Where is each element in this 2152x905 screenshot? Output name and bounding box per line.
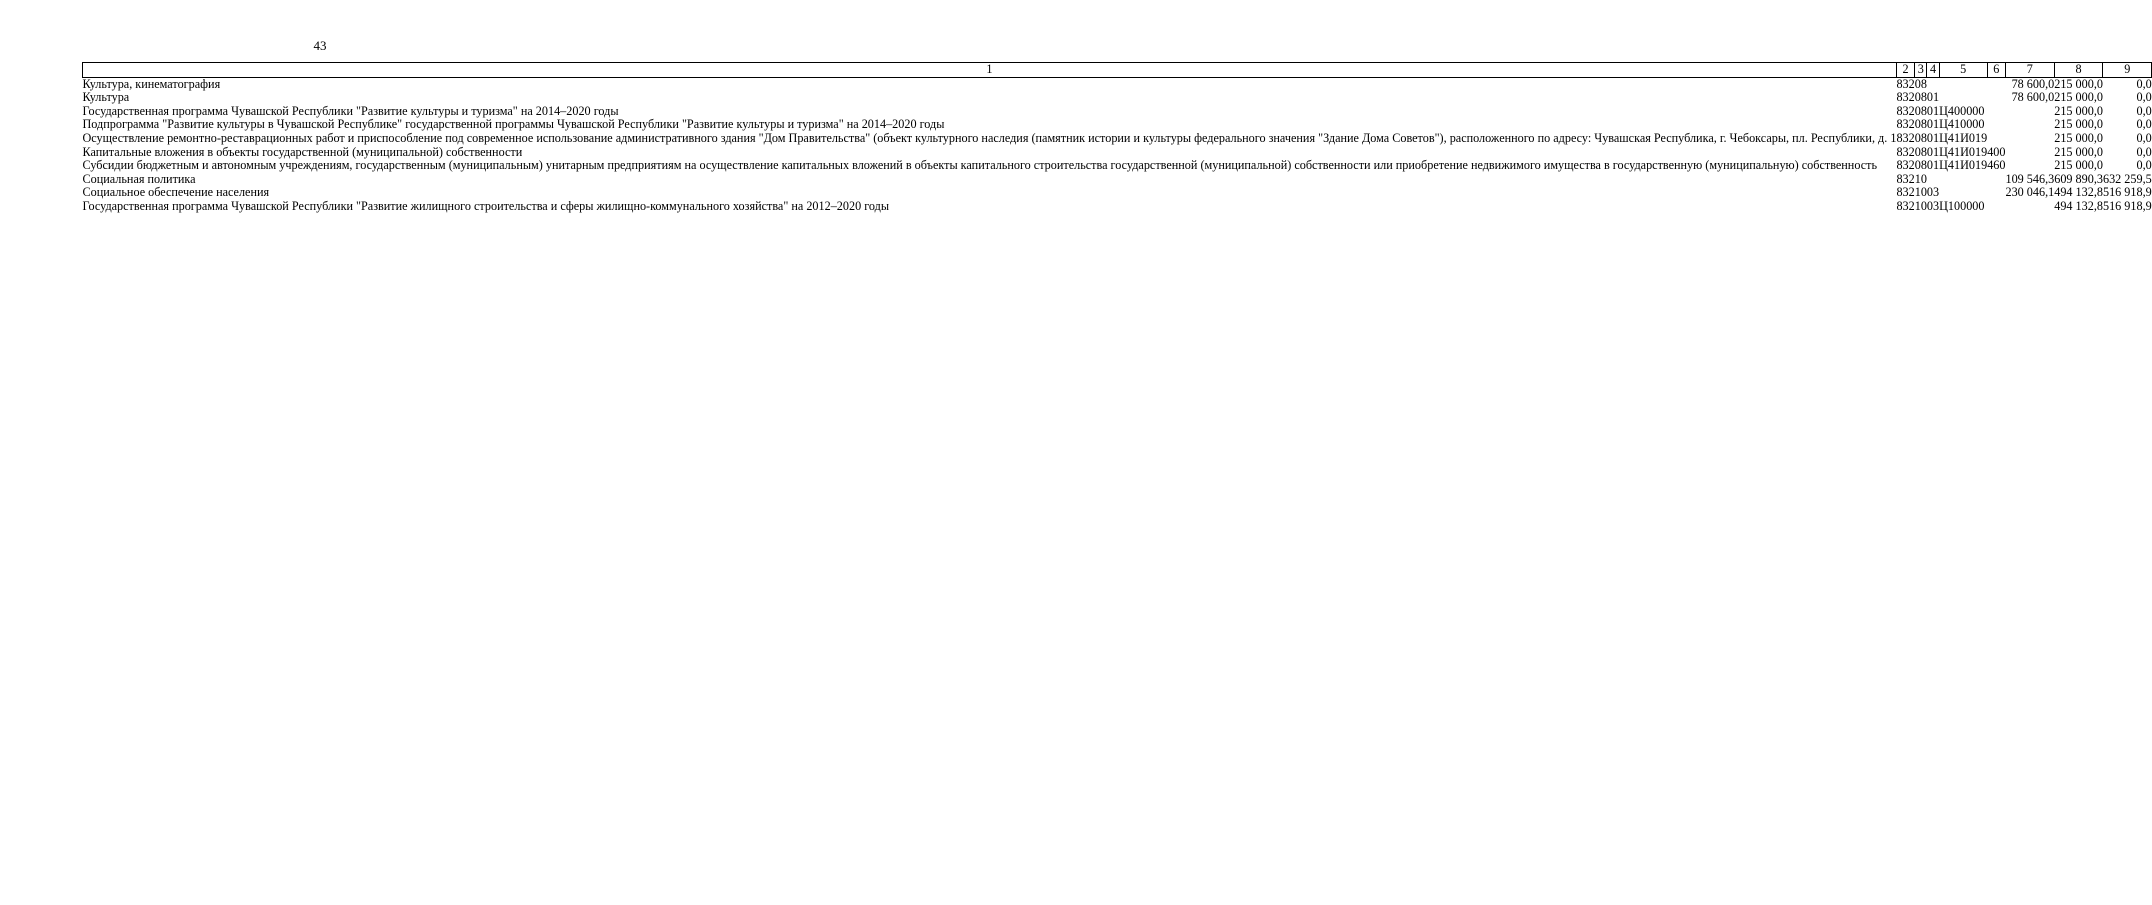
table-row [83,118,2152,132]
row-value-col8: 215 000,0 [2054,117,2103,132]
table-row [83,159,2152,173]
row-ministry-code: 832 [1896,171,1915,186]
row-value-col9: 0,0 [2136,130,2152,145]
page-number: 43 [313,38,327,53]
row-subsection-code [1927,173,1939,187]
row-value-col8: 494 132,8 [2054,198,2103,213]
table-row [83,146,2152,160]
row-section-code: 08 [1914,117,1927,132]
row-ministry-code: 832 [1896,130,1915,145]
column-header: 2 [1896,63,1914,78]
row-name: Государственная программа Чувашской Республики "Развитие культуры и туризма" на 2014–2020 годы [82,103,619,118]
row-section-code: 08 [1914,103,1927,118]
table-header-row [83,63,2152,78]
row-value-col9: 0,0 [2136,103,2152,118]
table-row [83,132,2152,146]
table-row [83,200,2152,214]
row-value-col9: 0,0 [2136,117,2152,132]
row-value-col7: 230 046,1 [2005,185,2055,200]
row-value-col8: 215 000,0 [2054,130,2103,145]
row-value-col7 [2005,146,2054,160]
row-target-code [1939,186,1987,200]
row-name: Культура, кинематография [82,76,221,91]
row-subsection-code: 03 [1926,198,1940,213]
row-subsection-code: 01 [1926,103,1940,118]
row-expense-type: 400 [1987,144,2006,159]
row-section-code: 10 [1914,171,1927,186]
row-value-col8: 215 000,0 [2054,103,2103,118]
row-value-col8: 609 890,3 [2054,171,2103,186]
row-value-col7 [2005,105,2054,119]
row-value-col7: 78 600,0 [2011,76,2055,91]
table-body [83,77,2152,213]
row-value-col7: 109 546,3 [2005,171,2055,186]
row-value-col7 [2005,200,2054,214]
row-ministry-code: 832 [1896,90,1915,105]
row-expense-type [1987,200,2005,214]
row-subsection-code: 03 [1926,185,1940,200]
row-value-col9: 0,0 [2136,144,2152,159]
row-ministry-code: 832 [1896,144,1915,159]
row-expense-type [1987,105,2005,119]
row-target-code [1939,173,1987,187]
row-value-col7 [2005,159,2054,173]
row-value-col9: 0,0 [2136,158,2152,173]
column-header: 9 [2103,63,2152,78]
row-value-col7 [2005,132,2054,146]
row-subsection-code: 01 [1926,117,1940,132]
row-name: Субсидии бюджетным и автономным учреждениям, государственным (муниципальным) унитарным предприятиям на осуществление капитальных вложений в объекты капитального строительства государственной (муниципальной) собственности или приобретение недвижимого имущества в государственную (муниципальную) собственность [82,158,1878,173]
row-value-col7: 78 600,0 [2011,90,2055,105]
row-subsection-code: 01 [1926,90,1940,105]
row-expense-type [1987,173,2005,187]
row-value-col8: 215 000,0 [2054,90,2103,105]
row-section-code: 08 [1914,90,1927,105]
row-value-col8: 215 000,0 [2054,158,2103,173]
row-value-col7 [2005,118,2054,132]
row-value-col9: 0,0 [2136,76,2152,91]
row-expense-type [1987,77,2005,91]
row-ministry-code: 832 [1896,103,1915,118]
row-subsection-code: 01 [1926,130,1940,145]
column-header: 6 [1987,63,2005,78]
row-value-col9: 516 918,9 [2102,185,2152,200]
row-name: Социальное обеспечение населения [82,185,270,200]
column-header: 4 [1927,63,1939,78]
column-header: 5 [1939,63,1987,78]
row-subsection-code [1927,77,1939,91]
column-header: 7 [2005,63,2054,78]
row-subsection-code: 01 [1926,158,1940,173]
column-header: 8 [2054,63,2103,78]
row-section-code: 08 [1914,76,1927,91]
row-target-code: Ц400000 [1939,103,1985,118]
row-name: Социальная политика [82,171,196,186]
row-name: Капитальные вложения в объекты государственной (муниципальной) собственности [82,144,523,159]
row-target-code [1939,77,1987,91]
row-target-code: Ц41И019 [1939,158,1988,173]
row-ministry-code: 832 [1896,198,1915,213]
table-row [83,173,2152,187]
budget-table [82,62,2152,214]
table-row [83,91,2152,105]
row-section-code: 08 [1914,158,1927,173]
column-header: 3 [1915,63,1927,78]
row-ministry-code: 832 [1896,76,1915,91]
row-value-col8: 215 000,0 [2054,76,2103,91]
row-subsection-code: 01 [1926,144,1940,159]
table-row [83,186,2152,200]
row-section-code: 08 [1914,144,1927,159]
row-expense-type [1987,91,2005,105]
row-expense-type [1987,118,2005,132]
row-name: Государственная программа Чувашской Республики "Развитие жилищного строительства и сферы жилищно-коммунального хозяйства" на 2012–2020 годы [82,198,890,213]
row-expense-type [1987,132,2005,146]
row-name: Подпрограмма "Развитие культуры в Чувашской Республике" государственной программы Чувашской Республики "Развитие культуры и туризма" на 2014–2020 годы [82,117,945,132]
row-target-code: Ц100000 [1939,198,1985,213]
row-value-col9: 516 918,9 [2102,198,2152,213]
row-name: Осуществление ремонтно-реставрационных работ и приспособление под современное использование административного здания "Дом Правительства" (объект культурного наследия (памятник истории и культуры федерального значения "Здание Дома Советов"), расположенного по адресу: Чувашская Республика, г. Чебоксары, пл. Республики, д. 1 [82,130,1897,145]
row-name: Культура [82,90,130,105]
row-value-col9: 0,0 [2136,90,2152,105]
row-expense-type [1987,186,2005,200]
row-ministry-code: 832 [1896,117,1915,132]
row-value-col9: 632 259,5 [2102,171,2152,186]
row-target-code: Ц410000 [1939,117,1985,132]
row-target-code [1939,91,1987,105]
row-section-code: 08 [1914,130,1927,145]
row-ministry-code: 832 [1896,185,1915,200]
table-row [83,105,2152,119]
row-target-code: Ц41И019 [1939,130,1988,145]
column-header: 1 [83,63,1897,78]
row-value-col8: 215 000,0 [2054,144,2103,159]
row-section-code: 10 [1914,185,1927,200]
row-value-col8: 494 132,8 [2054,185,2103,200]
row-ministry-code: 832 [1896,158,1915,173]
table-row [83,77,2152,91]
row-section-code: 10 [1914,198,1927,213]
row-expense-type: 460 [1987,158,2006,173]
row-target-code: Ц41И019 [1939,144,1988,159]
